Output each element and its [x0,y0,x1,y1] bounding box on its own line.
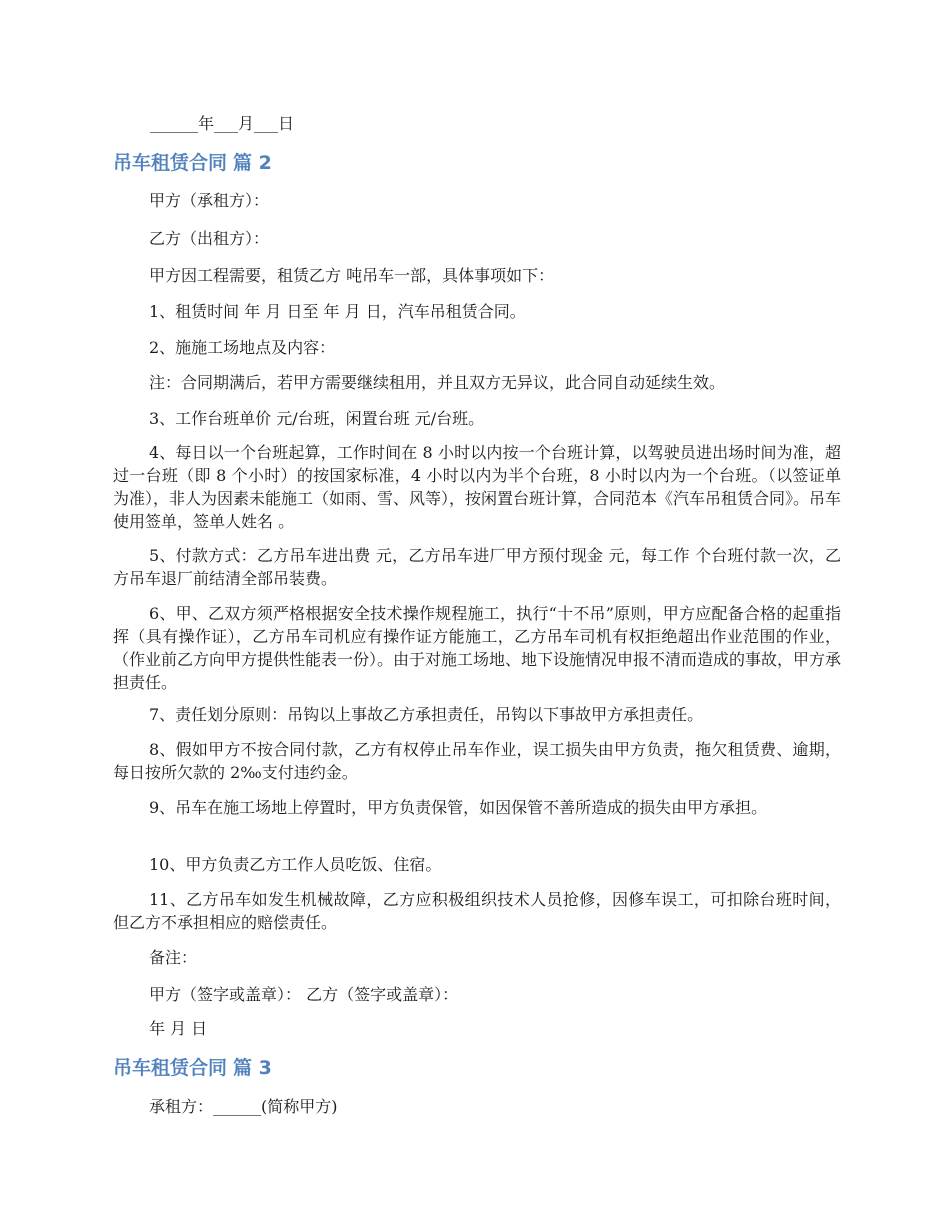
paragraph: 年 月 日 [149,1019,208,1038]
paragraph: 承租方：______(简称甲方) [149,1097,338,1116]
paragraph: 乙方（出租方）： [149,229,270,248]
paragraph: 11、乙方吊车如发生机械故障，乙方应积极组织技术人员抢修，因修车误工，可扣除台班时间，但乙方不承担相应的赔偿责任。 [113,890,841,932]
paragraph: 4、每日以一个台班起算，工作时间在 8 小时以内按一个台班计算，以驾驶员进出场时间为准，超过一台班（即 8 个小时）的按国家标准，4 小时以内为半个台班，8 小时以内为一个台班。（以签证单为准），非人为因素未能施工（如雨、雪、风等），按闲置台班计算，合同范本《汽车吊租赁合同》。吊车使用签单，签单人姓名 。 [113,443,842,531]
paragraph: 9、吊车在施工场地上停置时，甲方负责保管，如因保管不善所造成的损失由甲方承担。 [149,798,768,817]
section-heading-3 [113,1055,272,1081]
paragraph: 3、工作台班单价 元/台班，闲置台班 元/台班。 [149,409,485,428]
paragraph: 注：合同期满后，若甲方需要继续租用，并且双方无异议，此合同自动延续生效。 [149,373,726,392]
paragraph: 6、甲、乙双方须严格根据安全技术操作规程施工，执行“十不吊”原则，甲方应配备合格的起重指挥（具有操作证），乙方吊车司机应有操作证方能施工，乙方吊车司机有权拒绝超出作业范围的作业，（作业前乙方向甲方提供性能表一份）。由于对施工场地、地下设施情况申报不清而造成的事故，甲方承担责任。 [113,604,842,692]
paragraph: 8、假如甲方不按合同付款，乙方有权停止吊车作业，误工损失由甲方负责，拖欠租赁费、逾期，每日按所欠款的 2‰支付违约金。 [113,740,841,782]
date-line: ______年___月___日 [150,114,295,133]
paragraph: 2、施施工场地点及内容： [149,338,336,357]
section-heading-2 [113,150,272,176]
paragraph: 甲方因工程需要，租赁乙方 吨吊车一部，具体事项如下： [149,266,555,285]
section-number: 篇 3 [233,1057,272,1079]
section-title: 吊车租赁合同 [113,152,228,174]
paragraph: 7、责任划分原则：吊钩以上事故乙方承担责任，吊钩以下事故甲方承担责任。 [149,705,704,724]
paragraph: 备注： [149,948,198,967]
paragraph: 1、租赁时间 年 月 日至 年 月 日，汽车吊租赁合同。 [149,302,526,321]
paragraph: 甲方（签字或盖章）： 乙方（签字或盖章）： [149,985,459,1004]
paragraph: 甲方（承租方）： [149,191,270,210]
paragraph: 10、甲方负责乙方工作人员吃饭、住宿。 [149,855,442,874]
section-number: 篇 2 [233,152,272,174]
section-title: 吊车租赁合同 [113,1057,228,1079]
paragraph: 5、付款方式：乙方吊车进出费 元，乙方吊车进厂甲方预付现金 元，每工作 个台班付款一次，乙方吊车退厂前结清全部吊装费。 [113,546,841,588]
